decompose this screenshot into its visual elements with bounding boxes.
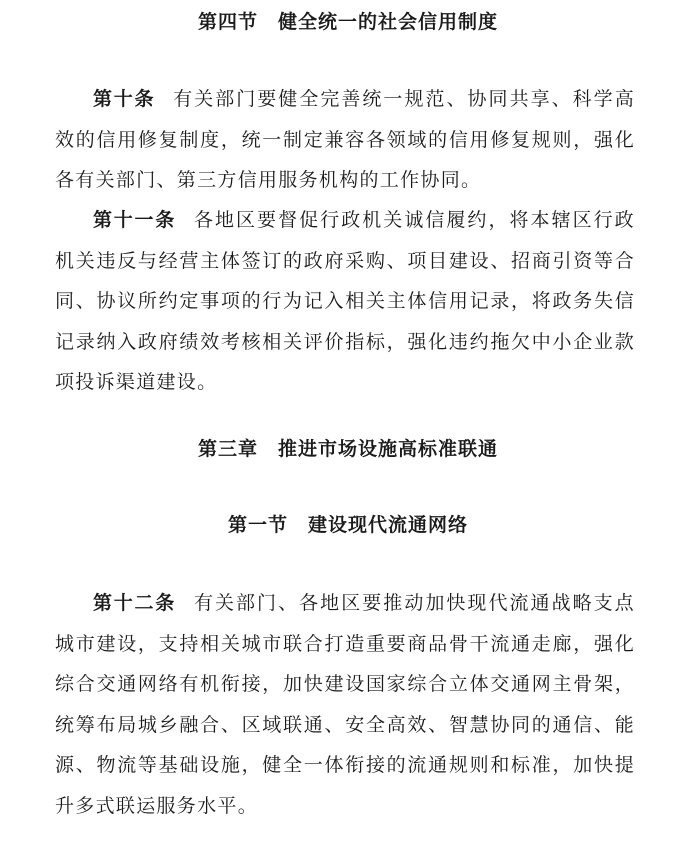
section-4-heading: 第四节 健全统一的社会信用制度	[197, 11, 498, 33]
article-12-number: 第十二条	[93, 592, 176, 614]
article-11-text: 各地区要督促行政机关诚信履约，将本辖区行政机关违反与经营主体签订的政府采购、项目建设、招商引资等合同、协议所约定事项的行为记入相关主体信用记录，将政务失信记录纳入政府绩效考核相关评价指标，强化违约拖欠中小企业款项投诉渠道建设。	[55, 209, 635, 393]
article-12-text: 有关部门、各地区要推动加快现代流通战略支点城市建设，支持相关城市联合打造重要商品骨干流通走廊，强化综合交通网络有机衔接，加快建设国家综合立体交通网主骨架，统筹布局城乡融合、区域联通、安全高效、智慧协同的通信、能源、物流等基础设施，健全一体衔接的流通规则和标准，加快提升多式联运服务水平。	[55, 592, 635, 817]
section-1-heading: 第一节 建设现代流通网络	[227, 514, 468, 536]
article-11-number: 第十一条	[93, 209, 176, 231]
article-11	[55, 200, 635, 403]
article-12	[55, 583, 635, 826]
chapter-3-heading: 第三章 推进市场设施高标准联通	[197, 438, 498, 460]
article-10-number: 第十条	[93, 88, 156, 110]
article-10-text: 有关部门要健全完善统一规范、协同共享、科学高效的信用修复制度，统一制定兼容各领域的信用修复规则，强化各有关部门、第三方信用服务机构的工作协同。	[55, 88, 635, 191]
article-10	[55, 79, 635, 201]
